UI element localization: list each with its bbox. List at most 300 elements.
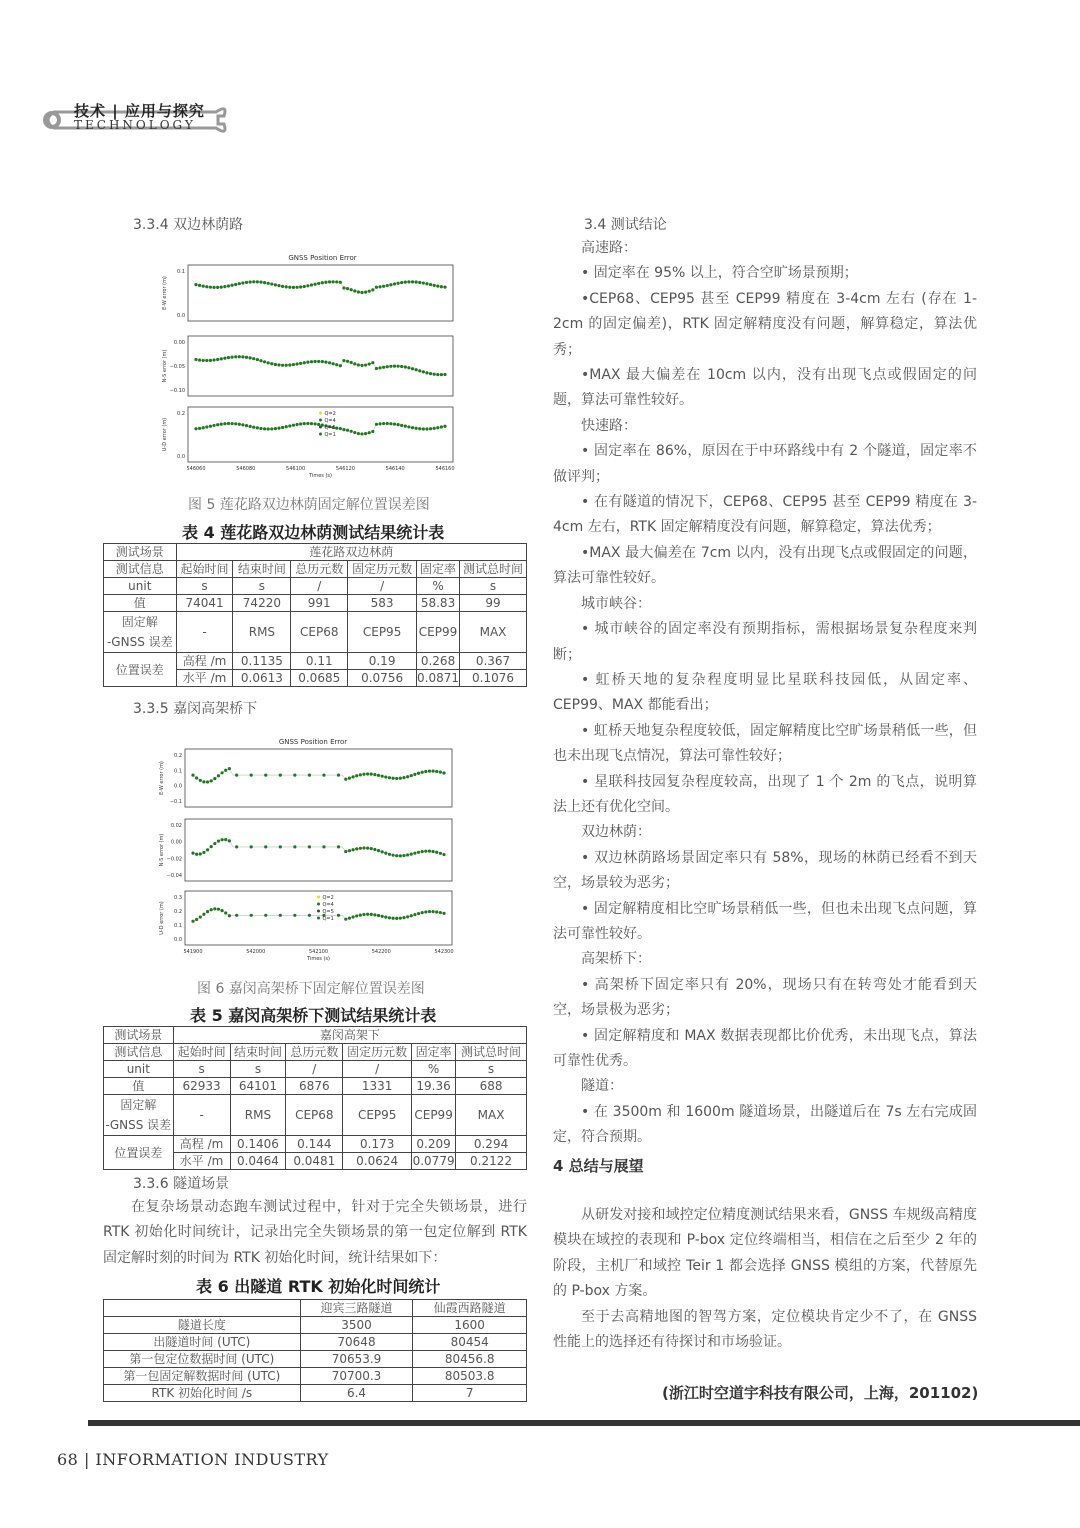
data-point xyxy=(425,282,428,285)
table-cell: 测试信息 xyxy=(104,561,177,578)
data-point xyxy=(435,770,438,773)
data-point xyxy=(375,423,378,426)
data-point xyxy=(195,776,198,779)
data-point xyxy=(202,851,205,854)
table-cell: 6.4 xyxy=(300,1385,413,1402)
data-point xyxy=(436,285,439,288)
data-point xyxy=(399,917,402,920)
data-point xyxy=(210,779,213,782)
table-cell: 水平 /m xyxy=(173,1153,230,1170)
section-336: 3.3.6 隧道场景 xyxy=(133,1176,230,1192)
data-point xyxy=(238,423,241,426)
data-point xyxy=(293,845,296,848)
data-point xyxy=(433,284,436,287)
data-point xyxy=(407,280,410,283)
data-point xyxy=(382,285,385,288)
legend-label: Q=5 xyxy=(324,425,336,431)
data-point xyxy=(234,422,237,425)
data-point xyxy=(285,285,288,288)
data-point xyxy=(435,851,438,854)
data-point xyxy=(371,361,374,364)
data-point xyxy=(402,776,405,779)
data-point xyxy=(391,917,394,920)
figure-5-chart xyxy=(160,252,465,487)
table-cell: 0.11 xyxy=(291,653,348,670)
affiliation: (浙江时空道宇科技有限公司，上海，201102) xyxy=(662,1384,979,1402)
data-point xyxy=(366,913,369,916)
data-point xyxy=(220,423,223,426)
table-cell: 62933 xyxy=(173,1078,230,1095)
data-point xyxy=(359,913,362,916)
data-point xyxy=(234,283,237,286)
table-cell: 991 xyxy=(291,595,348,612)
table-cell: CEP95 xyxy=(348,612,417,653)
data-point xyxy=(317,360,320,363)
table-cell: 莲花路双边林荫 xyxy=(176,544,526,561)
data-point xyxy=(395,917,398,920)
data-point xyxy=(418,427,421,430)
data-point xyxy=(264,774,267,777)
data-point xyxy=(332,280,335,283)
data-point xyxy=(415,368,418,371)
data-point xyxy=(223,357,226,360)
tick-label: 0.1 xyxy=(177,269,185,275)
data-point xyxy=(249,280,252,283)
data-point xyxy=(274,363,277,366)
axis-label: E-W error (m) xyxy=(159,761,165,795)
data-point xyxy=(359,773,362,776)
table-row xyxy=(104,1385,527,1402)
data-point xyxy=(235,774,238,777)
axis-label: N-S error (m) xyxy=(162,349,168,383)
data-point xyxy=(357,363,360,366)
bullet-paragraph: • 在 3500m 和 1600m 隧道场景，出隧道后在 7s 左右完成固定，符合预期。 xyxy=(553,1103,977,1146)
tick-label: 546100 xyxy=(286,466,306,472)
data-point xyxy=(364,363,367,366)
data-point xyxy=(350,288,353,291)
table-cell: 位置误差 xyxy=(104,1136,174,1170)
data-point xyxy=(353,362,356,365)
data-point xyxy=(228,767,231,770)
table-cell: % xyxy=(417,578,460,595)
data-point xyxy=(224,769,227,772)
table-cell: 1600 xyxy=(413,1317,527,1334)
table-6-caption: 表 6 出隧道 RTK 初始化时间统计 xyxy=(196,1277,441,1296)
table-cell: CEP68 xyxy=(291,612,348,653)
table-cell: 0.0779 xyxy=(412,1154,455,1168)
table-cell: 0.0613 xyxy=(233,670,291,687)
data-point xyxy=(199,852,202,855)
table-cell: 测试场景 xyxy=(104,544,177,561)
data-point xyxy=(199,779,202,782)
data-point xyxy=(209,425,212,428)
data-point xyxy=(415,280,418,283)
tick-label: −0.04 xyxy=(166,873,182,879)
legend-marker xyxy=(319,412,322,415)
table-cell: 固定率 xyxy=(412,1044,456,1061)
data-point xyxy=(230,422,233,425)
table-cell: 58.83 xyxy=(417,595,460,612)
table-cell: 0.19 xyxy=(348,653,417,670)
data-point xyxy=(321,281,324,284)
data-point xyxy=(402,854,405,857)
data-point xyxy=(410,914,413,917)
data-point xyxy=(194,427,197,430)
table-cell: 0.144 xyxy=(286,1136,343,1153)
data-point xyxy=(252,357,255,360)
data-point xyxy=(433,373,436,376)
table-cell: 水平 /m xyxy=(176,670,233,687)
bullet-paragraph: • 固定率在 95% 以上，符合空旷场景预期； xyxy=(581,265,858,282)
data-point xyxy=(310,283,313,286)
data-point xyxy=(198,358,201,361)
data-point xyxy=(252,426,255,429)
table-cell: 总历元数 xyxy=(291,561,348,578)
data-point xyxy=(384,916,387,919)
section-334: 3.3.4 双边林荫路 xyxy=(133,217,244,233)
table-cell: 1331 xyxy=(343,1078,412,1095)
data-point xyxy=(433,427,436,430)
legend-marker xyxy=(317,917,320,920)
table-row xyxy=(104,1334,527,1351)
data-point xyxy=(267,282,270,285)
data-point xyxy=(205,425,208,428)
paragraph-336 xyxy=(103,1195,527,1271)
data-point xyxy=(377,914,380,917)
data-point xyxy=(429,427,432,430)
data-point xyxy=(400,365,403,368)
tick-label: 542300 xyxy=(434,949,454,955)
data-point xyxy=(411,367,414,370)
data-point xyxy=(277,363,280,366)
legend-label: Q=2 xyxy=(322,895,334,901)
footer-rule xyxy=(88,1420,1080,1426)
bullet-paragraph: • 星联科技园复杂程度较高，出现了 1 个 2m 的飞点，说明算法上还有优化空间。 xyxy=(553,773,977,815)
table-row xyxy=(104,595,527,612)
data-point xyxy=(368,362,371,365)
data-point xyxy=(317,423,320,426)
legend-label: Q=4 xyxy=(324,418,336,424)
data-point xyxy=(337,914,340,917)
tick-label: 546060 xyxy=(186,466,206,472)
data-point xyxy=(209,286,212,289)
data-point xyxy=(227,356,230,359)
data-point xyxy=(230,356,233,359)
table-cell: s xyxy=(173,1061,230,1078)
data-point xyxy=(435,910,438,913)
data-point xyxy=(230,284,233,287)
table-row xyxy=(104,1027,527,1044)
figure-6-chart xyxy=(148,736,458,969)
data-point xyxy=(421,771,424,774)
data-point xyxy=(346,287,349,290)
data-point xyxy=(281,285,284,288)
data-point xyxy=(234,355,237,358)
data-point xyxy=(288,424,291,427)
table-row xyxy=(104,544,527,561)
data-point xyxy=(299,285,302,288)
data-point xyxy=(308,845,311,848)
data-point xyxy=(306,361,309,364)
table-row xyxy=(104,1300,527,1317)
table-cell: 嘉闵高架下 xyxy=(173,1027,526,1044)
data-point xyxy=(202,285,205,288)
data-point xyxy=(344,778,347,781)
table-cell: 隧道长度 xyxy=(104,1317,301,1334)
data-point xyxy=(391,854,394,857)
data-point xyxy=(429,283,432,286)
tick-label: 0.02 xyxy=(170,823,182,829)
data-point xyxy=(250,845,253,848)
axis-label: Times (s) xyxy=(309,473,332,479)
tick-label: 542100 xyxy=(308,949,329,955)
data-point xyxy=(328,280,331,283)
data-point xyxy=(335,280,338,283)
data-point xyxy=(371,430,374,433)
legend-marker xyxy=(317,903,320,906)
tick-label: 0.00 xyxy=(173,340,185,346)
section-335: 3.3.5 嘉闵高架桥下 xyxy=(133,701,258,717)
table-row xyxy=(104,1351,527,1368)
bullet-paragraph: • 固定解精度相比空旷场景稍低一些，但也未出现飞点问题，算法可靠性较好。 xyxy=(553,900,977,942)
table-cell: 99 xyxy=(460,595,527,612)
tick-label: 542000 xyxy=(246,949,266,955)
data-point xyxy=(389,365,392,368)
data-point xyxy=(422,370,425,373)
data-point xyxy=(386,284,389,287)
data-point xyxy=(216,286,219,289)
data-point xyxy=(299,362,302,365)
data-point xyxy=(373,773,376,776)
bullet-paragraph: • 固定率在 86%，原因在于中环路线中有 2 个隧道，固定率不做评判； xyxy=(553,443,977,485)
bullet-paragraph: •CEP68、CEP95 甚至 CEP99 精度在 3-4cm 左右 (存在 1-2cm 的固定偏差)，RTK 固定解精度没有问题，解算稳定，算法优秀； xyxy=(553,290,977,358)
data-point xyxy=(250,914,253,917)
data-point xyxy=(342,359,345,362)
table-cell: 第一包定位数据时间 (UTC) xyxy=(104,1351,301,1368)
table-cell: / xyxy=(348,578,417,595)
data-point xyxy=(256,358,259,361)
data-point xyxy=(368,290,371,293)
legend-marker xyxy=(319,433,322,436)
table-cell: 0.0871 xyxy=(417,671,460,685)
data-point xyxy=(310,422,313,425)
data-point xyxy=(436,373,439,376)
data-point xyxy=(212,286,215,289)
data-point xyxy=(351,848,354,851)
data-point xyxy=(228,839,231,842)
data-point xyxy=(259,427,262,430)
data-point xyxy=(220,286,223,289)
data-point xyxy=(443,425,446,428)
table-cell: 0.0685 xyxy=(291,670,348,687)
data-point xyxy=(378,366,381,369)
table-cell: s xyxy=(230,1061,286,1078)
data-point xyxy=(421,850,424,853)
data-point xyxy=(404,365,407,368)
header-title: 技术 | 应用与探究 xyxy=(74,102,205,120)
data-point xyxy=(288,363,291,366)
data-point xyxy=(364,432,367,435)
table-row xyxy=(104,578,527,595)
data-point xyxy=(213,907,216,910)
data-point xyxy=(362,773,365,776)
table-cell: - xyxy=(173,1095,230,1136)
figure-6-caption: 图 6 嘉闵高架桥下固定解位置误差图 xyxy=(197,981,425,997)
data-point xyxy=(205,285,208,288)
table-cell: 74041 xyxy=(176,595,233,612)
table-cell: 0.1076 xyxy=(460,670,527,687)
table-row xyxy=(104,1136,527,1153)
footer-text: 68 | INFORMATION INDUSTRY xyxy=(57,1450,329,1469)
data-point xyxy=(279,914,282,917)
data-point xyxy=(381,850,384,853)
data-point xyxy=(256,426,259,429)
data-point xyxy=(353,431,356,434)
data-point xyxy=(212,358,215,361)
tick-label: 0.2 xyxy=(177,411,185,417)
data-point xyxy=(425,371,428,374)
data-point xyxy=(209,359,212,362)
data-point xyxy=(267,361,270,364)
data-point xyxy=(381,775,384,778)
data-point xyxy=(216,358,219,361)
data-point xyxy=(413,773,416,776)
data-point xyxy=(313,283,316,286)
table-cell: 测试场景 xyxy=(104,1027,174,1044)
data-point xyxy=(194,283,197,286)
data-point xyxy=(191,852,194,855)
table-cell: 高程 /m xyxy=(176,653,233,670)
data-point xyxy=(360,364,363,367)
table-cell: - xyxy=(176,612,233,653)
data-point xyxy=(402,916,405,919)
data-point xyxy=(355,847,358,850)
data-point xyxy=(346,360,349,363)
legend-label: Q=4 xyxy=(322,902,334,908)
table-cell: 80454 xyxy=(413,1334,527,1351)
table-cell: 起始时间 xyxy=(176,561,233,578)
table-cell: 688 xyxy=(456,1078,527,1095)
table-cell: 0.0756 xyxy=(348,670,417,687)
data-point xyxy=(216,423,219,426)
table-cell: CEP68 xyxy=(286,1095,343,1136)
subheading: 城市峡谷： xyxy=(581,595,651,612)
panel-frame xyxy=(185,749,452,807)
data-point xyxy=(415,427,418,430)
data-point xyxy=(400,281,403,284)
data-point xyxy=(396,365,399,368)
tick-label: 546120 xyxy=(335,466,355,472)
table-cell: 0.2122 xyxy=(456,1153,527,1170)
data-point xyxy=(198,427,201,430)
data-point xyxy=(217,774,220,777)
data-point xyxy=(417,772,420,775)
data-point xyxy=(245,424,248,427)
data-point xyxy=(428,910,431,913)
data-point xyxy=(288,286,291,289)
table-cell: 固定历元数 xyxy=(348,561,417,578)
data-point xyxy=(362,913,365,916)
data-point xyxy=(206,780,209,783)
data-point xyxy=(279,774,282,777)
data-point xyxy=(313,422,316,425)
data-point xyxy=(270,282,273,285)
data-point xyxy=(202,913,205,916)
summary-paragraph: 至于去高精地图的智驾方案，定位模块肯定少不了，在 GNSS 性能上的选择还有待探讨和市场验证。 xyxy=(553,1308,977,1351)
data-point xyxy=(384,852,387,855)
table-cell: CEP99 xyxy=(417,612,460,653)
data-point xyxy=(263,360,266,363)
data-point xyxy=(250,774,253,777)
table-cell: s xyxy=(456,1061,527,1078)
header-logo xyxy=(40,100,230,140)
data-point xyxy=(206,848,209,851)
data-point xyxy=(439,852,442,855)
legend-label: Q=5 xyxy=(322,909,334,915)
tick-label: 546140 xyxy=(385,466,405,472)
data-point xyxy=(411,426,414,429)
tick-label: −0.10 xyxy=(169,388,185,394)
data-point xyxy=(221,771,224,774)
table-row xyxy=(104,1044,527,1061)
data-point xyxy=(202,359,205,362)
table-6 xyxy=(103,1299,527,1402)
data-point xyxy=(306,284,309,287)
data-point xyxy=(395,777,398,780)
table-cell: 0.173 xyxy=(343,1136,412,1153)
data-point xyxy=(337,774,340,777)
table-cell: / xyxy=(286,1061,343,1078)
panel-frame xyxy=(185,819,452,881)
tick-label: 0.1 xyxy=(174,768,182,775)
bullet-paragraph: • 高架桥下固定率只有 20%，现场只有在转弯处才能看到天空，场景极为恶劣； xyxy=(553,976,977,1019)
table-cell: / xyxy=(291,578,348,595)
data-point xyxy=(351,915,354,918)
data-point xyxy=(375,367,378,370)
data-point xyxy=(439,771,442,774)
table-cell: 起始时间 xyxy=(173,1044,230,1061)
data-point xyxy=(366,847,369,850)
data-point xyxy=(382,366,385,369)
data-point xyxy=(212,424,215,427)
data-point xyxy=(418,369,421,372)
data-point xyxy=(270,427,273,430)
data-point xyxy=(395,854,398,857)
data-point xyxy=(241,423,244,426)
subheading: 高速路： xyxy=(581,240,637,256)
data-point xyxy=(371,288,374,291)
data-point xyxy=(303,361,306,364)
data-point xyxy=(324,361,327,364)
table-cell: 0.294 xyxy=(456,1136,527,1153)
data-point xyxy=(235,845,238,848)
data-point xyxy=(378,285,381,288)
data-point xyxy=(303,285,306,288)
table-cell: s xyxy=(460,578,527,595)
data-point xyxy=(410,853,413,856)
data-point xyxy=(263,281,266,284)
data-point xyxy=(429,372,432,375)
tick-label: −0.1 xyxy=(169,799,182,805)
axis-label: N-S error (m) xyxy=(159,833,165,867)
table-cell: 0.268 xyxy=(417,653,460,670)
table-row xyxy=(104,561,527,578)
data-point xyxy=(259,281,262,284)
data-point xyxy=(364,291,367,294)
subheading: 高架桥下： xyxy=(581,951,651,968)
table-cell: 值 xyxy=(104,1078,174,1095)
table-cell: 测试信息 xyxy=(104,1044,174,1061)
